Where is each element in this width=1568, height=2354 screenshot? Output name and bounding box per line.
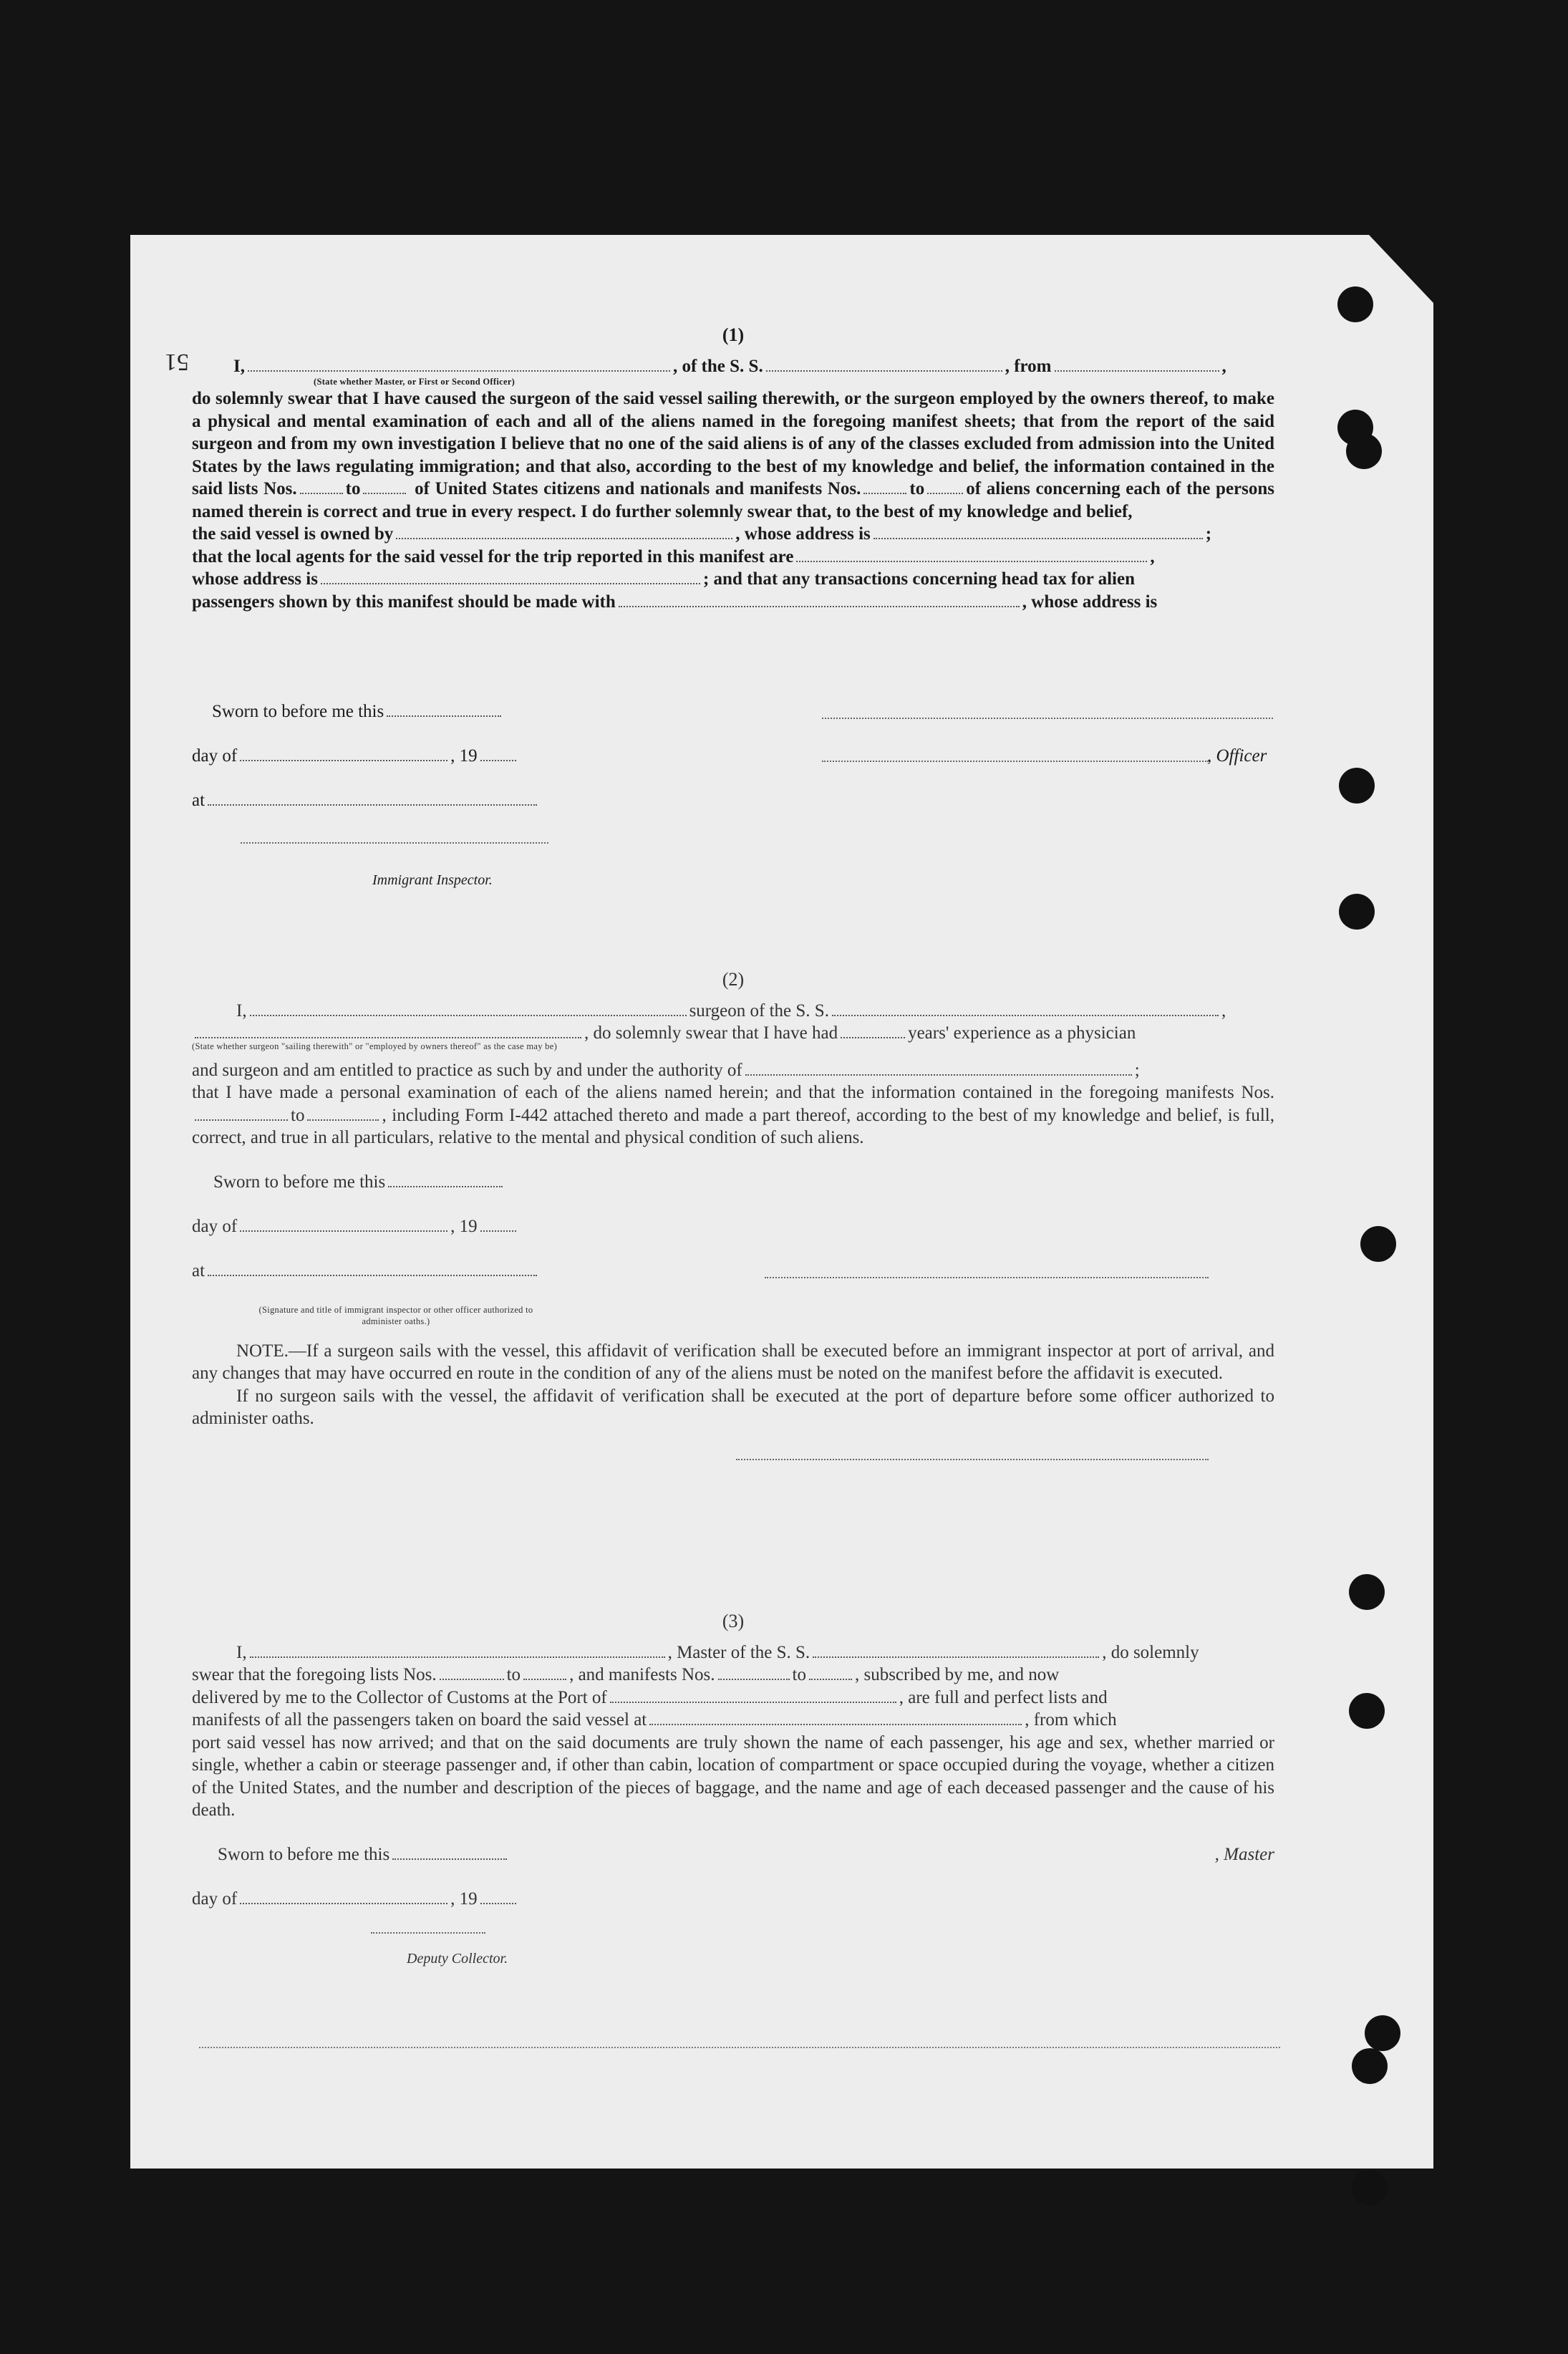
caption-officer: (State whether Master, or First or Second Officer) — [314, 377, 516, 387]
punch-hole — [1352, 2170, 1388, 2206]
punch-hole — [1365, 2015, 1400, 2051]
punch-hole — [1339, 768, 1375, 804]
bottom-rule — [199, 2047, 1280, 2048]
caption-surgeon: (State whether surgeon "sailing therewith" or "employed by owners thereof" as the case may be) — [192, 1041, 558, 1051]
punch-hole — [1349, 1693, 1385, 1729]
page-number: 51 — [165, 349, 189, 375]
collector-label: Deputy Collector. — [407, 1950, 508, 1967]
punch-hole — [1339, 894, 1375, 930]
inspector-label: Immigrant Inspector. — [372, 872, 493, 888]
officer-label: , Officer — [1207, 746, 1267, 766]
section-1: (1) I, , of the S. S. , from , (State whether Master, or First or Second Officer) do solemnly swear that I have caused the surgeon of the said vessel sailing therewith, or the surgeon employed by the owners thereof, to make a physical and mental examination of each and all of the aliens named in the foregoing manifest sheets; that from the report of the said surgeon and from my own investigation I believe that no one of the said aliens is of any of the classes excluded from admission into the United States by the laws regulating immigration; and that also, according to the best of my knowledge and belief, the information contained in the said lists Nos. to of United States citizens and nationals and manifests Nos. to of aliens concerning each of the persons named therein is correct and true in every respect. I do further solemnly swear that, to the best of my knowledge and belief, the said vessel is owned by , whose address is ; that the local agents for the said vessel for the trip reported in this manifest are , whose address is ; and that any transactions concerning head tax for alien passengers shown by this manifest should be made with , whose address is — [192, 324, 1274, 612]
master-label: , Master — [1214, 1844, 1274, 1864]
section-3: (3) I, , Master of the S. S. , do solemnly swear that the foregoing lists Nos. to , and manifests Nos. to , subscribed by me, and now delivered by me to the Collector of Customs at the Port of , are full and perfect lists and manifests of all the passengers taken on board the said vessel at , from which port said vessel has now arrived; and that on the said documents are truly shown the name of each passenger, his age and sex, whether married or single, whether a cabin or steerage passenger and, if other than cabin, location of compartment or space occupied during the voyage, whether a citizen of the United States, and the number and description of the pieces of baggage, and the name and age of each deceased passenger and the cause of his death. Sworn to before me this , Master day of , 19 Deputy Collector. — [192, 1610, 1274, 1970]
punch-hole — [1352, 2048, 1388, 2084]
section-number: (3) — [722, 1611, 745, 1631]
section-2: (2) I, surgeon of the S. S. , , do solemnly swear that I have had years' experience as a physician (State whether surgeon "sailing therewith" or "employed by owners thereof" as the case may be) and surgeon and am entitled to practice as such by and under the authority of ; that I have made a personal examination of each of the aliens named herein; and that the information contained in the foregoing manifests Nos.to , including Form I-442 attached thereto and made a part thereof, according to the best of my knowledge and belief, is full, correct, and true in all particulars, relative to the mental and physical condition of such aliens. Sworn to before me this day of , 19 at (Signature and title of immigrant inspector or other officer authorized to administer oaths.) NOTE.—If a surgeon sails with the vessel, this affidavit of verification shall be executed before an immigrant inspector at port of arrival, and any changes that may have occurred en route in the condition of any of the aliens must be noted on the manifest before the affidavit is executed. If no surgeon sails with the vessel, the affidavit of verification shall be executed at the port of departure before some officer authorized to administer oaths. — [192, 968, 1274, 1473]
punch-hole — [1349, 1574, 1385, 1610]
punch-hole — [1346, 433, 1382, 469]
note-label: NOTE. — [236, 1341, 289, 1361]
section-1-body: do solemnly swear that I have caused the surgeon of the said vessel sailing therewith, or the surgeon employed by the owners thereof, to make a physical and mental examination of each and all of the aliens named in the foregoing manifest sheets; that from the report of the said surgeon and from my own investigation I believe that no one of the said aliens is of any of the classes excluded from admission into the United States by the laws regulating immigration; and that also, according to the best of my knowledge and belief, the information contained in the said lists Nos. to of United States citizens and nationals and manifests Nos. to of aliens concerning each of the persons named therein is correct and true in every respect. I do further solemnly swear that, to the best of my knowledge and belief, — [192, 389, 1274, 521]
section-1-signature: Sworn to before me this day of , 19 at , Officer Immigrant Inspector. — [192, 700, 1274, 892]
section-number: (2) — [722, 969, 745, 990]
punch-hole — [1360, 1226, 1396, 1262]
section-number: (1) — [722, 324, 745, 345]
punch-hole — [1337, 286, 1373, 322]
caption-signature: (Signature and title of immigrant inspector or other officer authorized to administer oaths.) — [258, 1304, 533, 1326]
